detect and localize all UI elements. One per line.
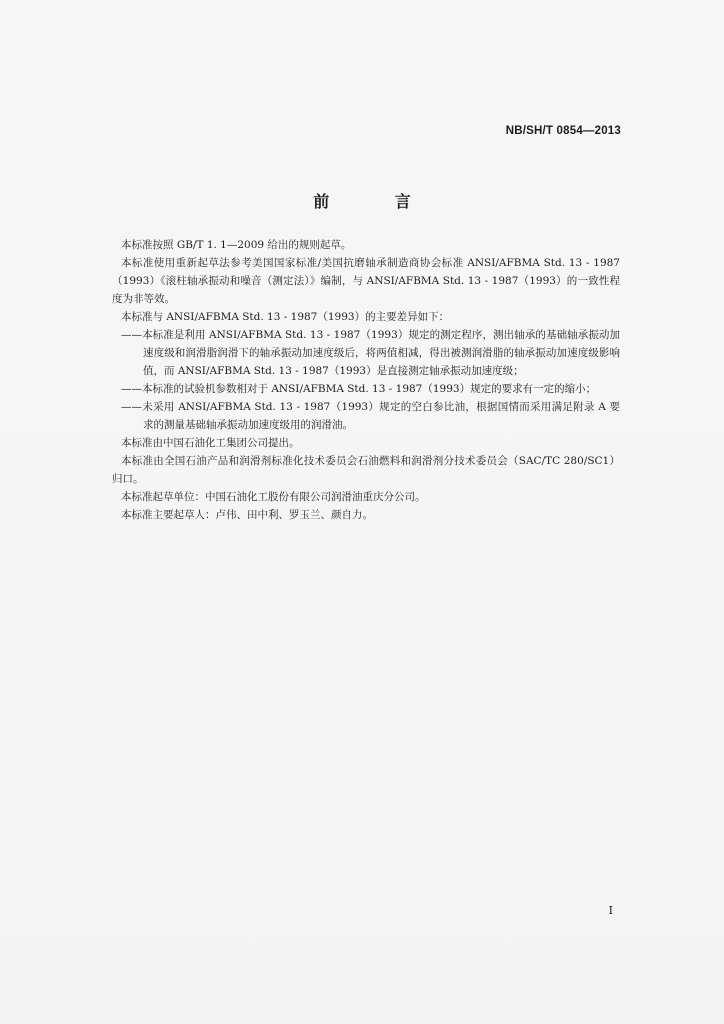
page-title: 前 言 bbox=[313, 192, 441, 211]
paragraph-reference-standard: 本标准使用重新起草法参考美国国家标准/美国抗磨轴承制造商协会标准 ANSI/AFBMA Std. 13 - 1987（1993）《滚柱轴承振动和噪音（测定法）》编制，与 ANSI/AFBMA Std. 13 - 1987（1993）的一致性程度为非等效。 bbox=[112, 257, 620, 305]
foreword-body bbox=[112, 236, 620, 524]
paragraph-main-drafters: 本标准主要起草人：卢伟、田中利、罗玉兰、颜自力。 bbox=[121, 509, 373, 521]
page-number: I bbox=[608, 904, 613, 917]
standard-code: NB/SH/T 0854—2013 bbox=[505, 125, 621, 137]
paragraph-proposed-by: 本标准由中国石油化工集团公司提出。 bbox=[121, 437, 300, 449]
paragraph-drafting-unit: 本标准起草单位：中国石油化工股份有限公司润滑油重庆分公司。 bbox=[121, 491, 426, 503]
paragraph-drafting-rules: 本标准按照 GB/T 1. 1—2009 给出的规则起草。 bbox=[121, 239, 352, 251]
difference-item-2: ——本标准的试验机参数相对于 ANSI/AFBMA Std. 13 - 1987（1993）规定的要求有一定的缩小； bbox=[121, 383, 597, 395]
difference-item-3: ——未采用 ANSI/AFBMA Std. 13 - 1987（1993）规定的空白参比油，根据国情而采用满足附录 A 要求的测量基础轴承振动加速度级用的润滑油。 bbox=[121, 401, 620, 431]
difference-item-1: ——本标准是利用 ANSI/AFBMA Std. 13 - 1987（1993）规定的测定程序，测出轴承的基础轴承振动加速度级和润滑脂润滑下的轴承振动加速度级后，将两值相减，得出被测润滑脂的轴承振动加速度级影响值，而 ANSI/AFBMA Std. 13 - 1987（1993）是直接测定轴承振动加速度级； bbox=[121, 329, 620, 377]
paragraph-under-jurisdiction: 本标准由全国石油产品和润滑剂标准化技术委员会石油燃料和润滑剂分技术委员会（SAC/TC 280/SC1）归口。 bbox=[112, 455, 620, 485]
paragraph-main-differences: 本标准与 ANSI/AFBMA Std. 13 - 1987（1993）的主要差异如下： bbox=[121, 311, 450, 323]
